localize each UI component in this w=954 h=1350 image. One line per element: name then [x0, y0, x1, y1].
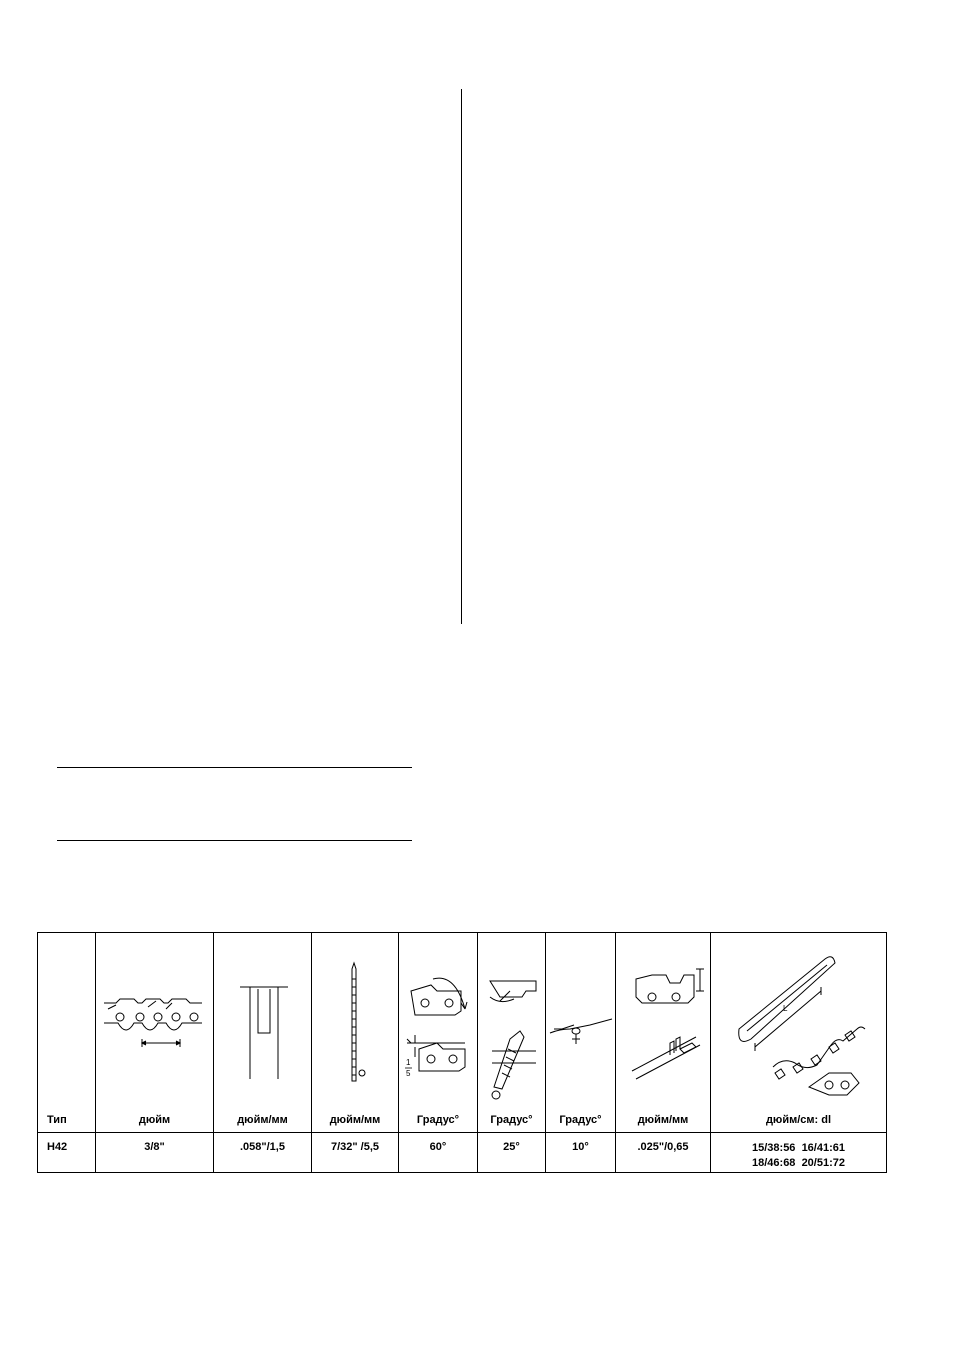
- header-bar: дюйм/см: dl: [765, 1113, 832, 1126]
- cell-type: H42: [38, 1132, 96, 1172]
- cell-file: 7/32" /5,5: [312, 1132, 399, 1172]
- bar-length-16: 16/41:61: [801, 1141, 845, 1154]
- col-gauge-header: [214, 933, 312, 1133]
- cell-bar-lengths: [711, 1132, 887, 1172]
- guide-bar-chain-icon: [711, 939, 887, 1114]
- col-bar-header: [711, 933, 887, 1133]
- cell-gauge: .058"/1,5: [214, 1132, 312, 1172]
- col-side-angle-header: [478, 933, 546, 1133]
- chain-pitch-icon: [96, 939, 214, 1114]
- cell-file-angle: 10°: [546, 1132, 616, 1172]
- header-file: дюйм/мм: [329, 1113, 381, 1126]
- bar-length-label: L: [783, 1003, 788, 1013]
- header-file-angle: Градус°: [559, 1113, 602, 1126]
- header-type: Тип: [47, 1113, 67, 1126]
- cell-depth: .025"/0,65: [616, 1132, 711, 1172]
- col-pitch-header: [96, 933, 214, 1133]
- bar-length-18: 18/46:68: [752, 1156, 796, 1169]
- column-divider: [461, 89, 462, 624]
- fraction-top-label: 1: [406, 1057, 411, 1067]
- col-file-angle-header: [546, 933, 616, 1133]
- horizontal-rule-top: [57, 767, 412, 768]
- header-row: [38, 933, 887, 1133]
- depth-gauge-icon: [616, 939, 711, 1114]
- horizontal-rule-bottom: [57, 840, 412, 841]
- cell-top-angle: 60°: [399, 1132, 478, 1172]
- file-angle-icon: [546, 939, 616, 1114]
- gauge-width-icon: [214, 939, 312, 1114]
- cell-side-angle: 25°: [478, 1132, 546, 1172]
- col-file-header: [312, 933, 399, 1133]
- side-plate-angle-icon: [478, 939, 546, 1114]
- header-side-angle: Градус°: [490, 1113, 533, 1126]
- top-plate-angle-icon: [399, 939, 478, 1114]
- chain-spec-table: [37, 932, 887, 1173]
- bar-lengths-line-2: [711, 1156, 886, 1171]
- bar-length-20: 20/51:72: [801, 1156, 845, 1169]
- header-pitch: дюйм: [138, 1113, 171, 1126]
- header-top-angle: Градус°: [416, 1113, 460, 1126]
- header-depth: дюйм/мм: [637, 1113, 689, 1126]
- col-top-angle-header: [399, 933, 478, 1133]
- fraction-bottom-label: 5: [406, 1068, 411, 1078]
- bar-lengths-line-1: [711, 1141, 886, 1156]
- cell-pitch: 3/8": [96, 1132, 214, 1172]
- col-type-header: [38, 933, 96, 1133]
- header-gauge: дюйм/мм: [237, 1113, 288, 1126]
- data-row: [38, 1132, 887, 1172]
- round-file-icon: [312, 939, 399, 1114]
- col-depth-header: [616, 933, 711, 1133]
- bar-length-15: 15/38:56: [752, 1141, 796, 1154]
